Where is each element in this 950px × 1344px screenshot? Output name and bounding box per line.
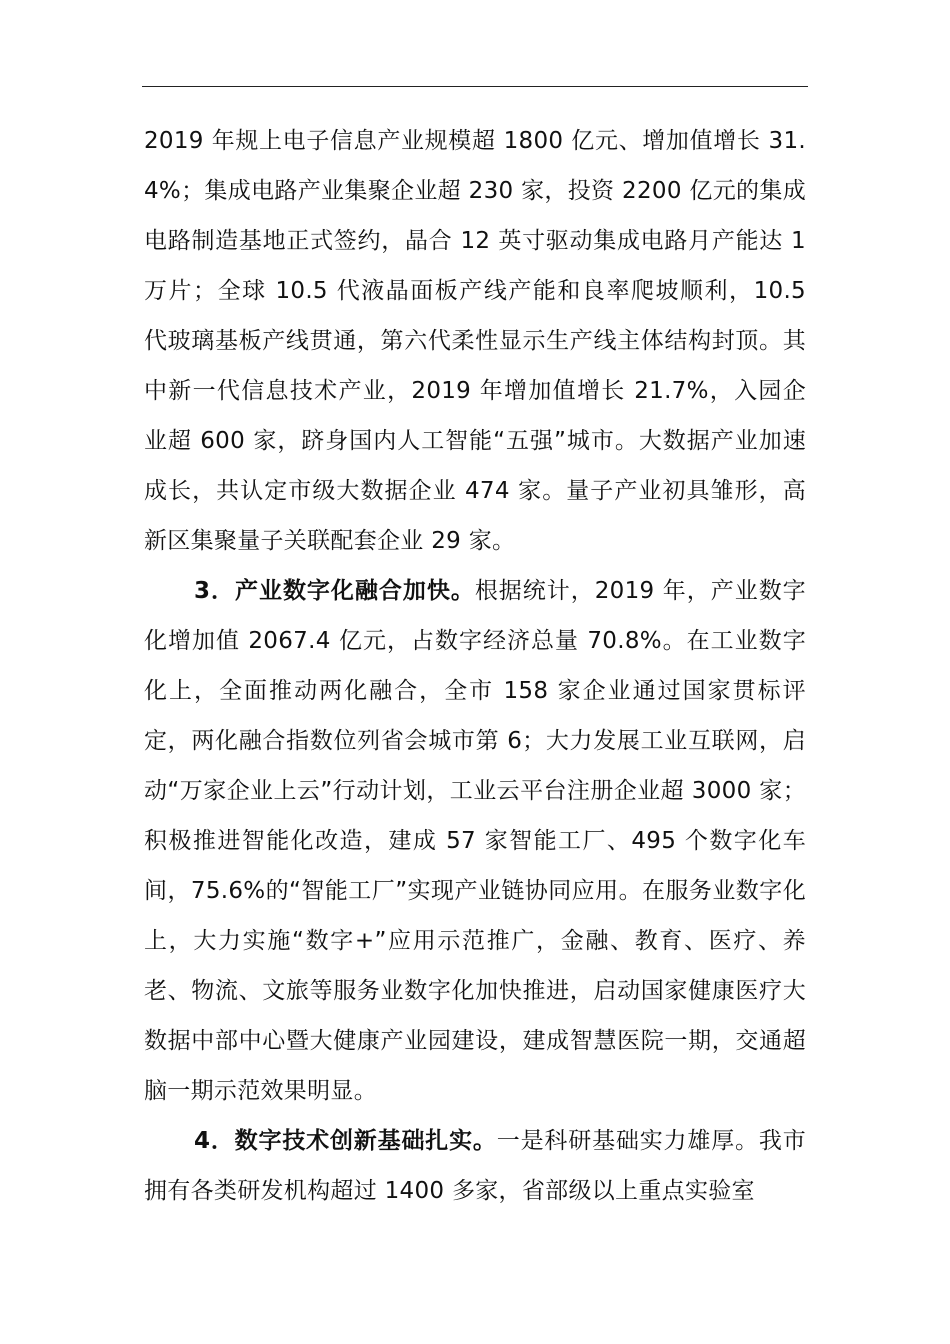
paragraph-digital-innovation	[144, 1116, 806, 1216]
paragraph-electronics-industry	[144, 116, 806, 566]
paragraph-heading: 4．数字技术创新基础扎实。	[194, 1128, 497, 1154]
paragraph-heading: 3．产业数字化融合加快。	[194, 578, 475, 604]
paragraph-text: 根据统计，2019 年，产业数字化增加值 2067.4 亿元，占数字经济总量 70.8%。在工业数字化上，全面推动两化融合，全市 158 家企业通过国家贯标评定，两化融合指数位列省会城市第 6；大力发展工业互联网，启动“万家企业上云”行动计划，工业云平台注册企业超 3000 家；积极推进智能化改造，建成 57 家智能工厂、495 个数字化车间，75.6%的“智能工厂”实现产业链协同应用。在服务业数字化上，大力实施“数字+”应用示范推广，金融、教育、医疗、养老、物流、文旅等服务业数字化加快推进，启动国家健康医疗大数据中部中心暨大健康产业园建设，建成智慧医院一期，交通超脑一期示范效果明显。	[144, 578, 806, 1104]
paragraph-text: 一是科研基础实力雄厚。我市拥有各类研发机构超过 1400 多家，省部级以上重点实验室	[144, 1128, 806, 1204]
header-divider	[142, 86, 808, 87]
paragraph-text: 2019 年规上电子信息产业规模超 1800 亿元、增加值增长 31.4%；集成电路产业集聚企业超 230 家，投资 2200 亿元的集成电路制造基地正式签约，晶合 12 英寸驱动集成电路月产能达 1 万片；全球 10.5 代液晶面板产线产能和良率爬坡顺利，10.5 代玻璃基板产线贯通，第六代柔性显示生产线主体结构封顶。其中新一代信息技术产业，2019 年增加值增长 21.7%，入园企业超 600 家，跻身国内人工智能“五强”城市。大数据产业加速成长，共认定市级大数据企业 474 家。量子产业初具雏形，高新区集聚量子关联配套企业 29 家。	[144, 128, 806, 554]
paragraph-industry-digitalization	[144, 566, 806, 1116]
document-body	[144, 116, 806, 1216]
